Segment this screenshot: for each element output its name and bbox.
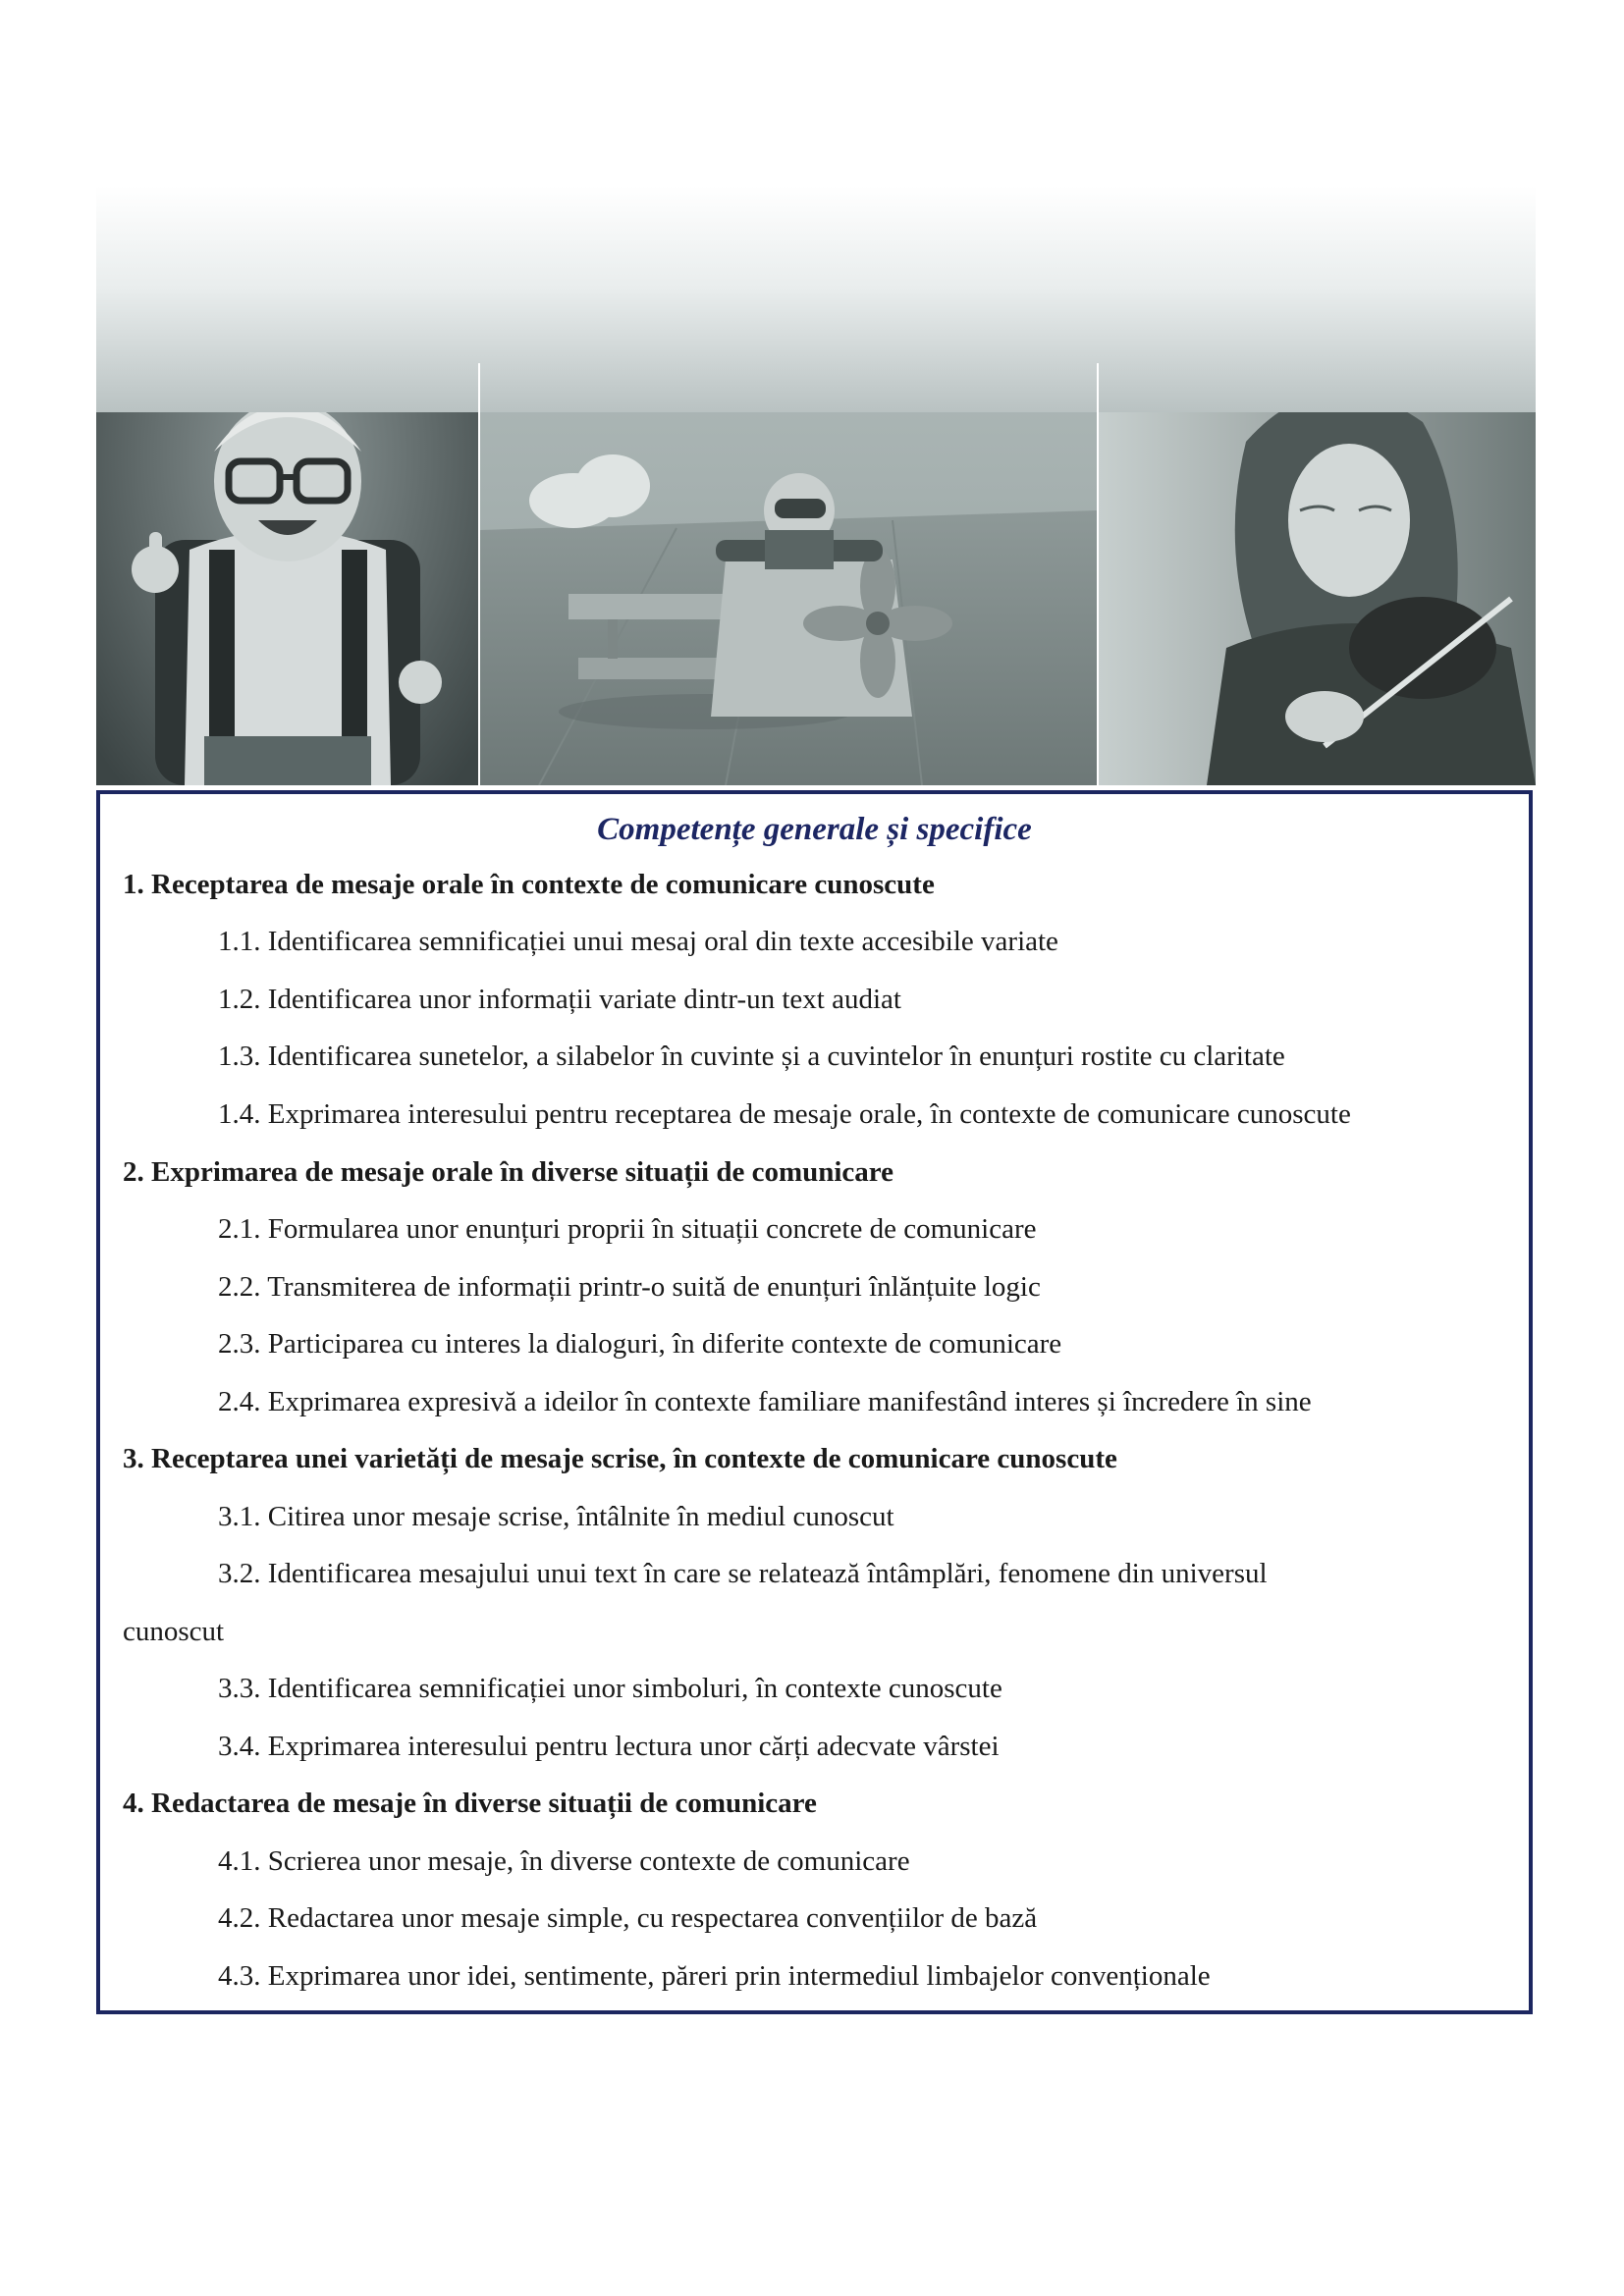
general-competence-3: 3. Receptarea unei varietăți de mesaje scrise, în contexte de comunicare cunoscute: [123, 1443, 1117, 1474]
specific-competence-3-4: 3.4. Exprimarea interesului pentru lectura unor cărți adecvate vârstei: [218, 1731, 1000, 1762]
specific-competence-3-2: 3.2. Identificarea mesajului unui text în care se relatează întâmplări, fenomene din universul: [218, 1558, 1268, 1589]
photo-divider: [1097, 363, 1099, 785]
general-competence-2: 2. Exprimarea de mesaje orale în diverse situații de comunicare: [123, 1156, 894, 1188]
competences-title: Competențe generale și specifice: [597, 812, 1032, 847]
specific-competence-4-2: 4.2. Redactarea unor mesaje simple, cu respectarea convențiilor de bază: [218, 1902, 1038, 1934]
specific-competence-1-1: 1.1. Identificarea semnificației unui mesaj oral din texte accesibile variate: [218, 926, 1058, 957]
specific-competence-1-4: 1.4. Exprimarea interesului pentru receptarea de mesaje orale, în contexte de comunicare cunoscute: [218, 1098, 1351, 1130]
general-competence-1: 1. Receptarea de mesaje orale în contexte de comunicare cunoscute: [123, 869, 935, 900]
photo-banner: [96, 187, 1536, 785]
specific-competence-1-3: 1.3. Identificarea sunetelor, a silabelor în cuvinte și a cuvintelor în enunțuri rostite cu claritate: [218, 1041, 1285, 1072]
specific-competence-2-1: 2.1. Formularea unor enunțuri proprii în situații concrete de comunicare: [218, 1213, 1037, 1245]
specific-competence-2-4: 2.4. Exprimarea expresivă a ideilor în contexte familiare manifestând interes și încredere în sine: [218, 1386, 1312, 1417]
specific-competence-3-1: 3.1. Citirea unor mesaje scrise, întâlnite în mediul cunoscut: [218, 1501, 894, 1532]
specific-competence-1-2: 1.2. Identificarea unor informații variate dintr-un text audiat: [218, 984, 901, 1015]
specific-competence-4-1: 4.1. Scrierea unor mesaje, în diverse contexte de comunicare: [218, 1845, 910, 1877]
specific-competence-2-2: 2.2. Transmiterea de informații printr-o suită de enunțuri înlănțuite logic: [218, 1271, 1041, 1303]
specific-competence-4-3: 4.3. Exprimarea unor idei, sentimente, păreri prin intermediul limbajelor convenționale: [218, 1960, 1211, 1992]
general-competence-4: 4. Redactarea de mesaje în diverse situații de comunicare: [123, 1788, 817, 1819]
banner-fade: [96, 187, 1536, 412]
specific-competence-3-3: 3.3. Identificarea semnificației unor simboluri, în contexte cunoscute: [218, 1673, 1002, 1704]
specific-competence-2-3: 2.3. Participarea cu interes la dialoguri, în diferite contexte de comunicare: [218, 1328, 1062, 1360]
photo-divider: [478, 363, 480, 785]
specific-competence-3-2-continuation: cunoscut: [123, 1616, 225, 1647]
competences-box: [96, 790, 1533, 2014]
